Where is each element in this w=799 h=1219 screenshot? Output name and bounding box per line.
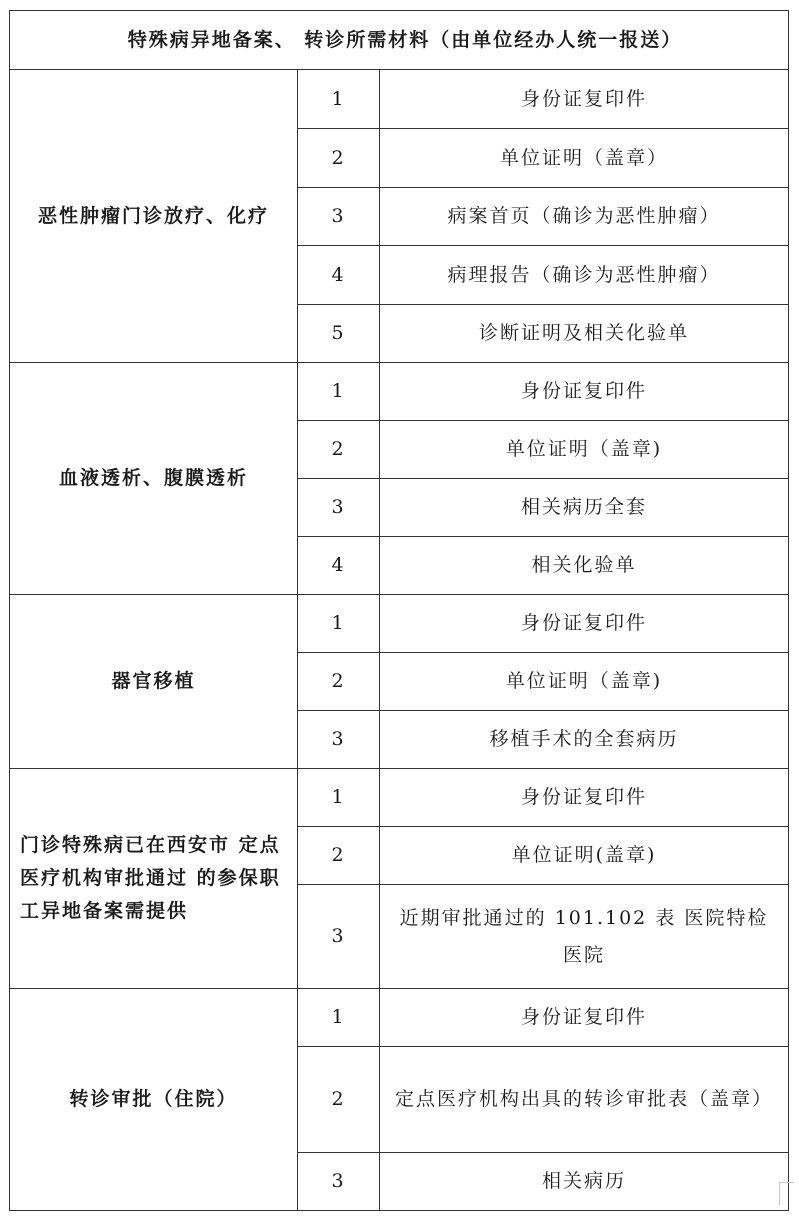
material-cell: 相关化验单 (380, 537, 789, 595)
material-cell: 单位证明(盖章) (380, 827, 789, 885)
item-number: 2 (298, 421, 380, 479)
item-number: 1 (298, 363, 380, 421)
category-cell: 恶性肿瘤门诊放疗、化疗 (10, 70, 298, 363)
title-row (10, 11, 789, 70)
item-number: 1 (298, 769, 380, 827)
material-cell: 相关病历 (380, 1153, 789, 1211)
item-number: 2 (298, 129, 380, 188)
item-number: 3 (298, 188, 380, 246)
material-cell: 身份证复印件 (380, 70, 789, 129)
item-number: 2 (298, 1047, 380, 1153)
material-cell: 身份证复印件 (380, 363, 789, 421)
page-corner-mark (779, 1182, 794, 1205)
item-number: 3 (298, 479, 380, 537)
material-cell: 病理报告（确诊为恶性肿瘤） (380, 246, 789, 305)
item-number: 1 (298, 70, 380, 129)
category-cell: 血液透析、腹膜透析 (10, 363, 298, 595)
materials-table (9, 10, 789, 1211)
item-number: 2 (298, 827, 380, 885)
material-cell: 诊断证明及相关化验单 (380, 305, 789, 363)
material-cell: 病案首页（确诊为恶性肿瘤） (380, 188, 789, 246)
material-cell: 单位证明（盖章) (380, 653, 789, 711)
material-cell: 定点医疗机构出具的转诊审批表（盖章） (380, 1047, 789, 1153)
table-row (10, 363, 789, 421)
item-number: 1 (298, 989, 380, 1047)
material-cell: 单位证明（盖章) (380, 421, 789, 479)
material-cell: 身份证复印件 (380, 595, 789, 653)
material-cell: 相关病历全套 (380, 479, 789, 537)
item-number: 3 (298, 885, 380, 989)
item-number: 5 (298, 305, 380, 363)
table-row (10, 989, 789, 1047)
category-cell: 转诊审批（住院） (10, 989, 298, 1211)
material-cell: 移植手术的全套病历 (380, 711, 789, 769)
table-row (10, 769, 789, 827)
item-number: 2 (298, 653, 380, 711)
item-number: 4 (298, 537, 380, 595)
material-cell: 近期审批通过的 101.102 表 医院特检医院 (380, 885, 789, 989)
category-cell: 器官移植 (10, 595, 298, 769)
table-row (10, 70, 789, 129)
category-cell: 门诊特殊病已在西安市 定点医疗机构审批通过 的参保职工异地备案需提供 (10, 769, 298, 989)
item-number: 4 (298, 246, 380, 305)
item-number: 1 (298, 595, 380, 653)
material-cell: 身份证复印件 (380, 769, 789, 827)
item-number: 3 (298, 711, 380, 769)
item-number: 3 (298, 1153, 380, 1211)
material-cell: 身份证复印件 (380, 989, 789, 1047)
table-title: 特殊病异地备案、 转诊所需材料（由单位经办人统一报送） (10, 11, 789, 70)
material-cell: 单位证明（盖章） (380, 129, 789, 188)
table-row (10, 595, 789, 653)
